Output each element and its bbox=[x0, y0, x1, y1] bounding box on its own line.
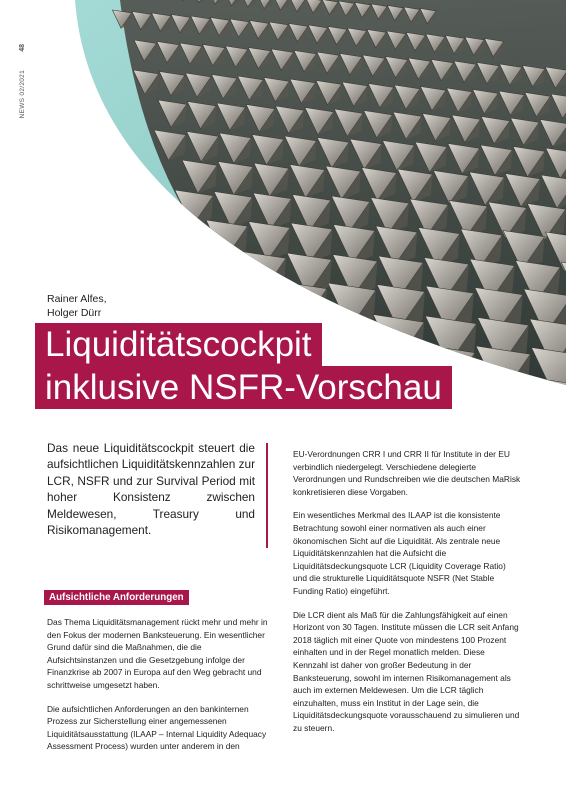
lead-paragraph: Das neue Liquiditätscockpit steuert die aufsichtlichen Liquiditätskennzahlen zur LCR, NSFR und zur Survival Period mit hoher Konsistenz zwischen Meldewesen, Treasury und Risikomanagement. bbox=[47, 441, 255, 538]
sun-shade-panel bbox=[196, 250, 241, 293]
body-paragraph: Ein wesentliches Merkmal des ILAAP ist die konsistente Betrachtung sowohl einer normativen als auch einer ökonomischen Sicht auf die Liquidität. Als zentrale neue Liquiditätskennzahlen hat die Aufsicht die Liquiditätsdeckungsquote LCR (Liquidity Coverage Ratio) und die strukturelle Liquiditätsquote NSFR (Net Stable Funding Ratio) eingeführt. bbox=[293, 510, 506, 596]
sun-shade-panel bbox=[321, 313, 372, 362]
lead-divider bbox=[266, 443, 268, 548]
author-name: Holger Dürr bbox=[47, 307, 102, 319]
sun-shade-shadow bbox=[252, 287, 278, 325]
sun-shade-panel bbox=[373, 315, 424, 364]
article-title-line-1: Liquiditätscockpit bbox=[35, 323, 322, 366]
body-column-right bbox=[293, 448, 521, 745]
sun-shade-shadow bbox=[301, 289, 327, 327]
author-list bbox=[47, 292, 107, 320]
body-paragraph: Das Thema Liquiditätsmanagement rückt mehr und mehr in den Fokus der modernen Banksteuerung. Ein wesentlicher Grund dafür sind die Maßnahmen, die die Aufsichtsinstanzen und die Gesetzgebung infolge der Finanzkrise ab 2007 in Europa auf den Weg gebracht und schrittweise umgesetzt haben. bbox=[47, 617, 268, 690]
article-title-line-2: inklusive NSFR-Vorschau bbox=[35, 366, 452, 409]
sun-shade-panel bbox=[472, 376, 530, 385]
page-marker bbox=[19, 44, 31, 184]
body-paragraph: EU-Verordnungen CRR I und CRR II für Institute in der EU verbindlich niedergelegt. Verschiedene delegierte Verordnungen und Rundschreiben wie die deutschen MaRisk konkretisieren diese Vorgaben. bbox=[293, 449, 521, 497]
body-column-left bbox=[47, 616, 269, 764]
section-heading: Aufsichtliche Anforderungen bbox=[44, 590, 189, 605]
page-number: 48 bbox=[19, 44, 26, 52]
sun-shade-shadow bbox=[216, 257, 241, 293]
sun-shade-panel bbox=[279, 282, 327, 328]
sun-shade-panel bbox=[230, 280, 278, 326]
author-name: Rainer Alfes, bbox=[47, 293, 107, 305]
body-paragraph: Die LCR dient als Maß für die Zahlungsfähigkeit auf einen Horizont von 30 Tagen. Institute müssen die LCR seit Anfang 2018 täglich mit einer Quote von mindestens 100 Prozent einhalten und in der Regel monatlich melden. Diese Kennzahl ist daher von großer Bedeutung in der Banksteuerung, sowohl im internen Risikomanagement als auch im externen Meldewesen. Um die LCR täglich einzuhalten, muss ein Institut in der Lage sein, die Liquiditätsdeckungsquote vorausschauend zu simulieren und zu steuern. bbox=[293, 609, 520, 733]
issue-label: NEWS 02/2021 bbox=[19, 70, 26, 119]
body-paragraph: Die aufsichtlichen Anforderungen an den bankinternen Prozess zur Sicherstellung einer angemessenen Liquiditätsausstattung (ILAAP – Internal Liquidity Adequacy Assessment Process) wurden unter anderem in den bbox=[47, 703, 267, 752]
sun-shade-shadow bbox=[344, 321, 372, 362]
